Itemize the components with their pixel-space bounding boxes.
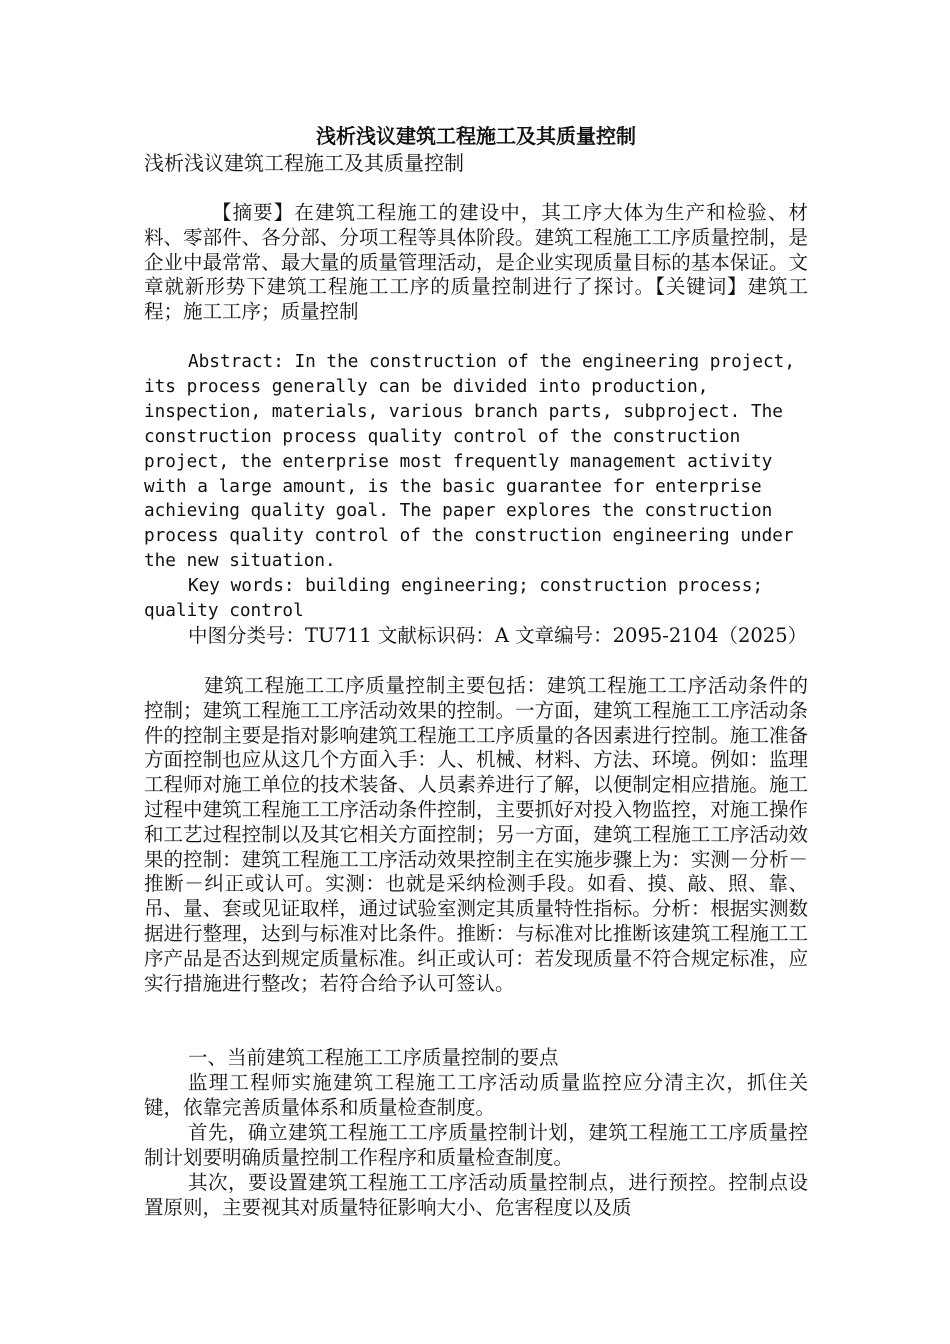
section-heading-1: 一、当前建筑工程施工工序质量控制的要点 xyxy=(188,1046,559,1069)
body-paragraph-1: 建筑工程施工工序质量控制主要包括：建筑工程施工工序活动条件的控制；建筑工程施工工序活动效果的控制。一方面，建筑工程施工工序活动条件的控制主要是指对影响建筑工程施工工序质量的各因素进行控制。施工准备方面控制也应从这几个方面入手：人、机械、材料、方法、环境。例如：监理工程师对施工单位的技术装备、人员素养进行了解，以便制定相应措施。施工过程中建筑工程施工工序活动条件控制，主要抓好对投入物监控，对施工操作和工艺过程控制以及其它相关方面控制；另一方面，建筑工程施工工序活动效果的控制：建筑工程施工工序活动效果控制主在实施步骤上为：实测－分析－推断－纠正或认可。实测：也就是采纳检测手段。如看、摸、敲、照、靠、吊、量、套或见证取样，通过试验室测定其质量特性指标。分析：根据实测数据进行整理，达到与标准对比条件。推断：与标准对比推断该建筑工程施工工序产品是否达到规定质量标准。纠正或认可：若发现质量不符合规定标准，应实行措施进行整改；若符合给予认可签认。 xyxy=(144,674,808,995)
keywords-english: Key words: building engineering; construction process; quality control xyxy=(144,576,764,621)
body-paragraph-3: 首先，确立建筑工程施工工序质量控制计划，建筑工程施工工序质量控制计划要明确质量控制工作程序和质量检查制度。 xyxy=(144,1121,808,1169)
body-paragraph-4: 其次，要设置建筑工程施工工序活动质量控制点，进行预控。控制点设置原则，主要视其对质量特征影响大小、危害程度以及质 xyxy=(144,1171,808,1219)
document-subtitle: 浅析浅议建筑工程施工及其质量控制 xyxy=(144,151,464,175)
document-title: 浅析浅议建筑工程施工及其质量控制 xyxy=(316,124,636,148)
abstract-english: Abstract: In the construction of the engineering project, its process generally can be divided into production, inspection, materials, various branch parts, subproject. The construction process quality control of the construction project, the enterprise most frequently management activity with a large amount, is the basic guarantee for enterprise achieving quality goal. The paper explores the construction process quality control of the construction engineering under the new situation. xyxy=(144,352,795,572)
classification-line: 中图分类号：TU711 文献标识码：A 文章编号：2095-2104（2025） xyxy=(188,624,808,647)
abstract-chinese: 【摘要】在建筑工程施工的建设中，其工序大体为生产和检验、材料、零部件、各分部、分项工程等具体阶段。建筑工程施工工序质量控制，是企业中最常常、最大量的质量管理活动，是企业实现质量目标的基本保证。文章就新形势下建筑工程施工工序的质量控制进行了探讨。【关键词】建筑工程；施工工序；质量控制 xyxy=(144,201,808,324)
body-paragraph-2: 监理工程师实施建筑工程施工工序活动质量监控应分清主次，抓住关键，依靠完善质量体系和质量检查制度。 xyxy=(144,1071,808,1119)
